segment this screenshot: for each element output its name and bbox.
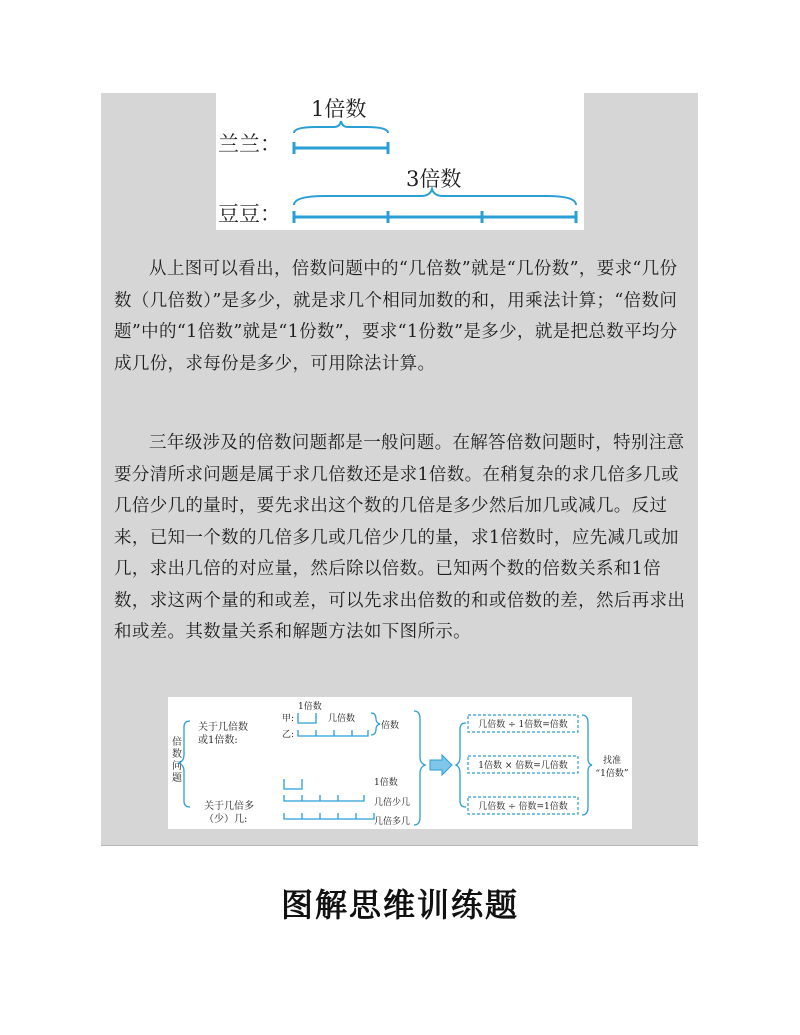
top-bracket-figure xyxy=(216,93,584,230)
formula-1: 几倍数 ÷ 1倍数=倍数 xyxy=(478,720,568,730)
formula-3: 几倍数 ÷ 倍数=1倍数 xyxy=(478,802,568,812)
paragraph-1: 从上图可以看出，倍数问题中的“几倍数”就是“几份数”，要求“几份数（几倍数）”是多少，就是求几个相同加数的和，用乘法计算；“倍数问题”中的“1倍数”就是“1份数”，要求“1份数”是多少，就是把总数平均分成几份，求每份是多少，可用除法计算。 xyxy=(114,259,678,374)
jia-label: 甲: xyxy=(282,714,295,724)
conclusion-line1: 找准 xyxy=(602,756,622,766)
arrow-icon xyxy=(430,755,452,775)
label-one-times: 1倍数 xyxy=(311,97,367,121)
upper-branch-line2: 或1倍数: xyxy=(198,735,238,746)
brace-three-times xyxy=(294,189,576,205)
root-label xyxy=(172,735,182,784)
times-word: 倍数 xyxy=(381,721,400,731)
upper-branch-line1: 关于几倍数 xyxy=(198,722,248,733)
brace-one-times xyxy=(294,121,388,133)
several-times-label: 几倍数 xyxy=(328,714,356,724)
less-label: 几倍少几 xyxy=(374,798,411,808)
person-doudou: 豆豆： xyxy=(218,202,281,226)
formula-2: 1倍数 × 倍数=几倍数 xyxy=(478,761,568,771)
paragraph-2: 三年级涉及的倍数问题都是一般问题。在解答倍数问题时，特别注意要分清所求问题是属于求几倍数还是求1倍数。在稍复杂的求几倍多几或几倍少几的量时，要先求出这个数的几倍是多少然后加几或减几。反过来，已知一个数的几倍多几或几倍少几的量，求1倍数时，应先减几或加几，求出几倍的对应量，然后除以倍数。已知两个数的倍数关系和1倍数，求这两个量的和或差，可以先求出倍数的和或倍数的差，然后再求出和或差。其数量关系和解题方法如下图所示。 xyxy=(114,433,686,642)
conclusion-line2: “1倍数” xyxy=(595,769,629,779)
method-diagram xyxy=(168,697,632,829)
bar-doudou xyxy=(294,211,576,223)
lower-branch-line1: 关于几倍多 xyxy=(204,801,254,812)
page-title: 图解思维训练题 xyxy=(280,886,519,924)
svg-text:倍数问题: 倍数问题 xyxy=(172,737,182,784)
root-brace xyxy=(179,721,190,807)
one-times-label: 1倍数 xyxy=(298,702,322,712)
label-three-times: 3倍数 xyxy=(406,167,462,191)
lower-branch-line2: （少）几: xyxy=(204,814,248,825)
bar-lanlan xyxy=(294,142,388,154)
yi-label: 乙: xyxy=(282,730,295,740)
one-times-label-b: 1倍数 xyxy=(374,778,398,788)
more-label: 几倍多几 xyxy=(374,817,411,827)
person-lanlan: 兰兰： xyxy=(218,132,281,156)
